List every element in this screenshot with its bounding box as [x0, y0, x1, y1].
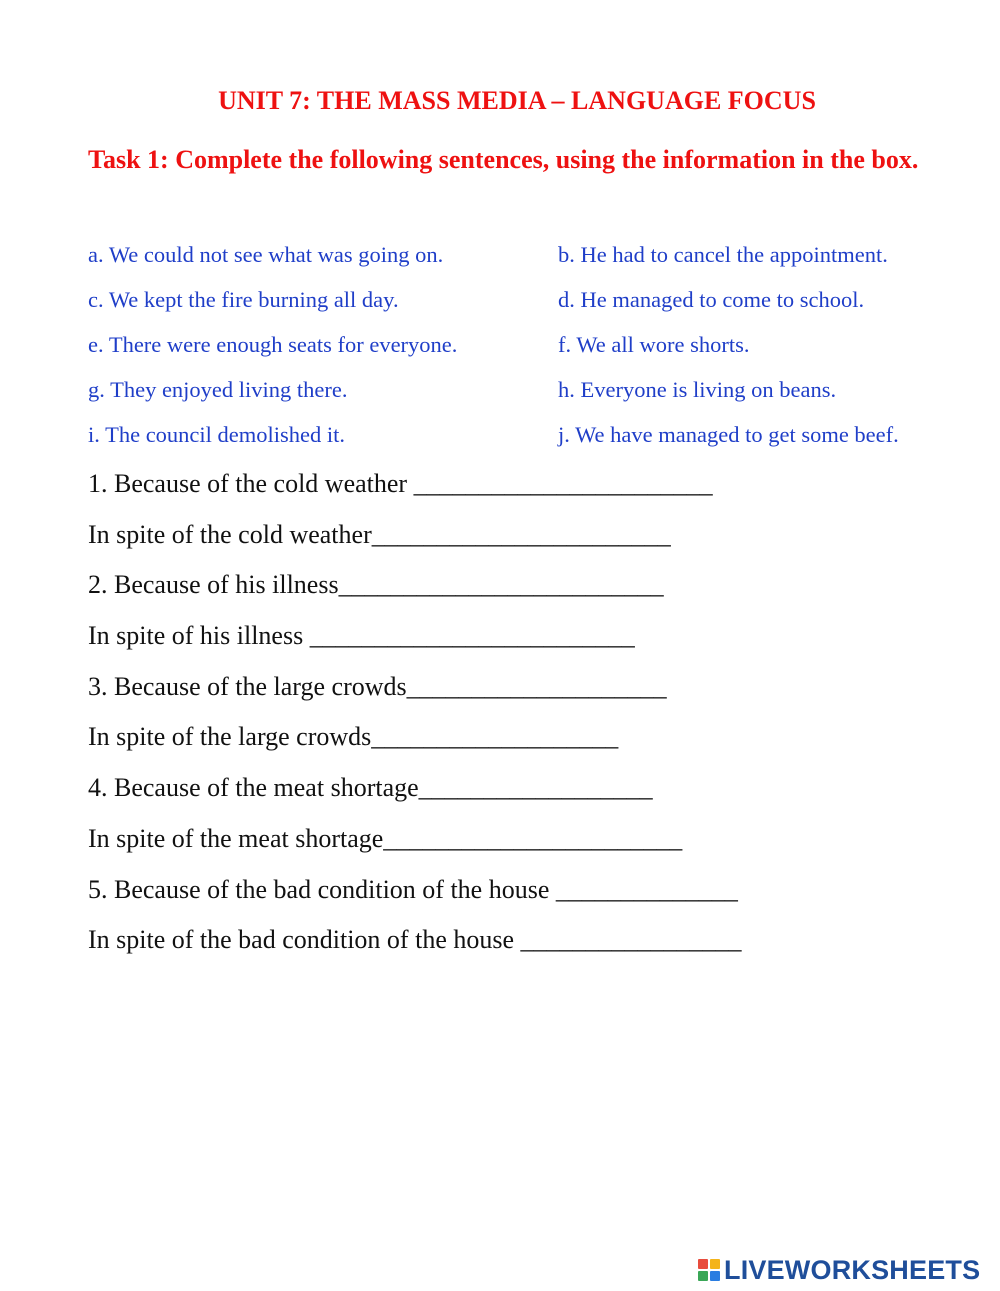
exercise-list	[88, 459, 968, 966]
exercise-2-in-spite[interactable]: In spite of his illness _________________________	[88, 621, 635, 651]
option-j: j. We have managed to get some beef.	[558, 422, 899, 447]
exercise-4-because[interactable]: 4. Because of the meat shortage__________________	[88, 773, 653, 803]
logo-block	[710, 1259, 720, 1269]
option-f: f. We all wore shorts.	[558, 332, 750, 357]
logo-block	[698, 1271, 708, 1281]
page-title: UNIT 7: THE MASS MEDIA – LANGUAGE FOCUS	[218, 86, 816, 115]
exercise-1-because[interactable]: 1. Because of the cold weather _______________________	[88, 469, 713, 498]
exercise-5-because[interactable]: 5. Because of the bad condition of the house ______________	[88, 874, 738, 904]
option-c: c. We kept the fire burning all day.	[88, 287, 399, 312]
liveworksheets-logo	[698, 1252, 980, 1288]
logo-block	[710, 1271, 720, 1281]
exercise-3-because[interactable]: 3. Because of the large crowds____________________	[88, 671, 667, 701]
exercise-5-in-spite[interactable]: In spite of the bad condition of the house _________________	[88, 925, 742, 955]
option-d: d. He managed to come to school.	[558, 287, 865, 312]
option-h: h. Everyone is living on beans.	[558, 377, 837, 402]
option-a: a. We could not see what was going on.	[88, 242, 444, 267]
logo-text: LIVEWORKSHEETS	[724, 1254, 981, 1285]
option-b: b. He had to cancel the appointment.	[558, 242, 888, 267]
exercise-3-in-spite[interactable]: In spite of the large crowds___________________	[88, 722, 619, 752]
option-i: i. The council demolished it.	[88, 422, 346, 447]
exercise-1-in-spite[interactable]: In spite of the cold weather_______________________	[88, 519, 671, 549]
option-e: e. There were enough seats for everyone.	[88, 332, 458, 357]
logo-block	[698, 1259, 708, 1269]
exercise-2-because[interactable]: 2. Because of his illness_________________________	[88, 570, 664, 600]
logo-blocks-icon	[698, 1259, 720, 1281]
task-instruction: Task 1: Complete the following sentences, using the information in the box.	[88, 145, 919, 174]
answer-options-box	[88, 236, 968, 461]
option-g: g. They enjoyed living there.	[88, 377, 348, 402]
exercise-4-in-spite[interactable]: In spite of the meat shortage_______________________	[88, 823, 683, 853]
